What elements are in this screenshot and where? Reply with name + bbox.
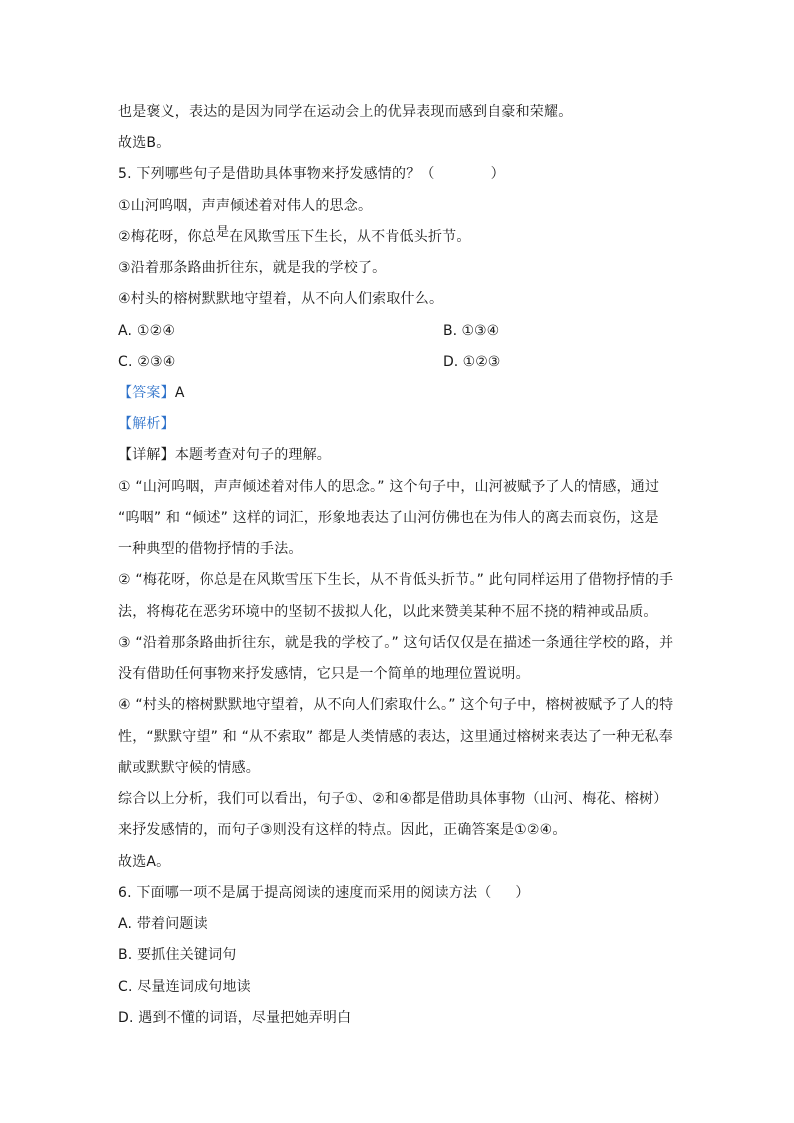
explanation-4b: 性，“默默守望” 和 “从不索取” 都是人类情感的表达，这里通过榕树来表达了一种无私奉 <box>118 729 673 745</box>
option-a: A. ①②④ <box>118 323 176 339</box>
explanation-3b: 没有借助任何事物来抒发感情，它只是一个简单的地理位置说明。 <box>118 666 530 682</box>
sentence-3: ③沿着那条路曲折往东，就是我的学校了。 <box>118 260 387 276</box>
q6-option-c: C. 尽量连词成句地读 <box>118 979 251 995</box>
q6-option-d: D. 遇到不懂的词语，尽量把她弄明白 <box>118 1010 352 1026</box>
explanation-3a: ③ “沿着那条路曲折往东，就是我的学校了。” 这句话仅仅是在描述一条通往学校的路，并 <box>118 635 674 651</box>
explanation-4a: ④ “村头的榕树默默地守望着，从不向人们索取什么。” 这个句子中，榕树被赋予了人的特 <box>118 697 674 713</box>
answer-line <box>118 383 185 403</box>
question-5-text: 5. 下列哪些句子是借助具体事物来抒发感情的？（ <box>118 166 435 182</box>
detail-label: 【详解】 <box>118 447 175 463</box>
summary-b: 来抒发感情的，而句子③则没有这样的特点。因此，正确答案是①②④。 <box>118 822 567 838</box>
sentence-2-part-c: 在风欺雪压下生长，从不肯低头折节。 <box>229 229 471 245</box>
summary-a: 综合以上分析，我们可以看出，句子①、②和④都是借助具体事物（山河、梅花、榕树） <box>118 791 668 807</box>
question-6-bracket-close: ） <box>515 885 530 901</box>
sentence-1: ①山河呜咽，声声倾述着对伟人的思念。 <box>118 198 373 214</box>
sentence-4: ④村头的榕树默默地守望着，从不向人们索取什么。 <box>118 291 444 307</box>
option-b: B. ①③④ <box>443 323 500 339</box>
sentence-2-part-a: ②梅花呀，你总 <box>118 229 216 245</box>
q6-option-a: A. 带着问题读 <box>118 916 208 932</box>
option-c: C. ②③④ <box>118 354 176 370</box>
sentence-2 <box>118 227 471 248</box>
question-5-stem <box>118 164 505 184</box>
explanation-1c: 一种典型的借物抒情的手法。 <box>118 541 303 557</box>
intro-text: 也是褒义，表达的是因为同学在运动会上的优异表现而感到自豪和荣耀。 <box>118 104 573 120</box>
explanation-1b: “呜咽” 和 “倾述” 这样的词汇，形象地表达了山河仿佛也在为伟人的离去而哀伤，这是 <box>118 510 659 526</box>
q6-option-b: B. 要抓住关键词句 <box>118 947 237 963</box>
question-6-text: 6. 下面哪一项不是属于提高阅读的速度而采用的阅读方法（ <box>118 885 492 901</box>
answer-label: 【答案】 <box>118 385 175 401</box>
answer-value: A <box>174 385 185 401</box>
final-answer: 故选A。 <box>118 854 171 870</box>
explanation-1a: ① “山河呜咽，声声倾述着对伟人的思念。” 这个句子中，山河被赋予了人的情感，通过 <box>118 479 660 495</box>
explanation-2b: 法，将梅花在恶劣环境中的坚韧不拔拟人化，以此来赞美某种不屈不挠的精神或品质。 <box>118 604 658 620</box>
sentence-2-part-b: 是 <box>215 225 230 240</box>
detail-text: 本题考查对句子的理解。 <box>174 447 332 463</box>
question-6-stem <box>118 883 530 903</box>
previous-answer: 故选B。 <box>118 135 171 151</box>
question-5-bracket-close: ） <box>490 166 505 182</box>
analysis-label: 【解析】 <box>118 416 175 432</box>
explanation-4c: 献或默默守候的情感。 <box>118 760 260 776</box>
detail-intro <box>118 445 331 465</box>
option-d: D. ①②③ <box>443 354 501 370</box>
explanation-2a: ② “梅花呀，你总是在风欺雪压下生长，从不肯低头折节。” 此句同样运用了借物抒情的手 <box>118 572 674 588</box>
